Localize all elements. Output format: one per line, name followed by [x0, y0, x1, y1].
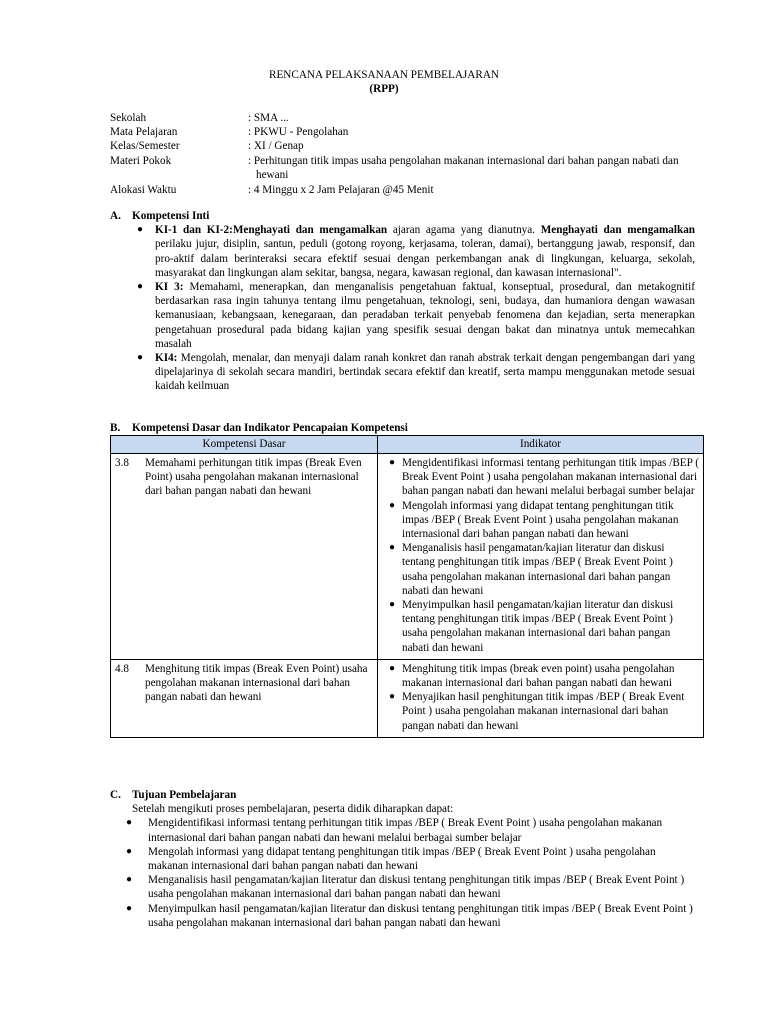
kd-indicator-table: [110, 435, 704, 738]
ki-bold: Menghayati dan mengamalkan: [540, 224, 696, 237]
section-title: Tujuan Pembelajaran: [132, 789, 237, 801]
indicator-cell: [378, 454, 704, 660]
bullet-icon: ●: [125, 845, 133, 857]
section-letter: B.: [110, 422, 121, 434]
identity-label: Alokasi Waktu: [110, 184, 177, 197]
ki-list: [125, 223, 695, 393]
list-item: ● Mengolah informasi yang didapat tentang penghitungan titik impas /BEP ( Break Event Point ) usaha pengolahan makanan internasional dari bahan pangan nabati dan hewani: [110, 845, 695, 873]
list-item: [125, 280, 695, 351]
column-header-kd: Kompetensi Dasar: [111, 436, 378, 454]
table-header-row: [111, 436, 704, 454]
identity-row-school: [110, 111, 710, 125]
bullet-icon: ●: [125, 902, 133, 914]
indicator-item: ● Mengolah informasi yang didapat tentang penghitungan titik impas /BEP ( Break Event Point ) usaha pengolahan makanan internasional dari bahan pangan nabati dan hewani: [382, 499, 699, 542]
identity-value: : SMA ...: [248, 112, 289, 124]
identity-row-time: [110, 183, 710, 197]
table-row: [111, 454, 704, 660]
identity-row-subject: [110, 125, 710, 139]
section-title: Kompetensi Inti: [132, 210, 210, 222]
bullet-icon: ●: [136, 352, 144, 364]
section-heading: [110, 788, 695, 802]
section-title: Kompetensi Dasar dan Indikator Pencapaian Kompetensi: [132, 422, 408, 434]
indicator-item: ● Menganalisis hasil pengamatan/kajian literatur dan diskusi tentang penghitungan titik impas /BEP ( Break Event Point ) usaha pengolahan makanan internasional dari bahan pangan nabati dan hewani: [382, 541, 699, 598]
indicator-item: ● Menyajikan hasil penghitungan titik impas /BEP ( Break Event Point ) usaha pengolahan makanan internasional dari bahan pangan nabati dan hewani: [382, 690, 699, 733]
document-title: RENCANA PELAKSANAAN PEMBELAJARAN: [269, 69, 499, 81]
kd-number: 3.8: [115, 457, 129, 469]
section-letter: A.: [110, 210, 121, 222]
identity-value: : Perhitungan titik impas usaha pengolahan makanan internasional dari bahan pangan nabati dan hewani: [248, 154, 679, 181]
kd-text: Menghitung titik impas (Break Even Point) usaha pengolahan makanan internasional dari bahan pangan nabati dan hewani: [145, 662, 368, 704]
column-header-indikator: Indikator: [378, 436, 704, 454]
list-item: ● Menganalisis hasil pengamatan/kajian literatur dan diskusi tentang penghitungan titik impas /BEP ( Break Event Point ) usaha pengolahan makanan internasional dari bahan pangan nabati dan hewani: [110, 873, 695, 901]
bullet-icon: ●: [388, 691, 396, 703]
section-tujuan-pembelajaran: [110, 788, 695, 930]
tujuan-intro: Setelah mengikuti proses pembelajaran, peserta didik diharapkan dapat:: [132, 803, 454, 816]
bullet-icon: ●: [388, 662, 396, 674]
identity-row-class: [110, 139, 710, 153]
section-heading: [110, 209, 695, 223]
identity-value: : XI / Genap: [248, 140, 304, 153]
list-item: [125, 351, 695, 394]
identity-value: : PKWU - Pengolahan: [248, 126, 349, 139]
ki-lead: KI4:: [155, 352, 178, 365]
ki-text: perilaku jujur, disiplin, santun, peduli (gotong royong, kerjasama, toleran, damai), bertanggung jawab, responsif, dan pro-aktif dalam berinteraksi secara efektif sesuai dengan perkembangan anak di lingkungan, keluarga, sekolah, masyarakat dan lingkungan alam sekitar, bangsa, negara, kawasan regional, dan kawasan internasional".: [155, 238, 695, 279]
bullet-icon: ●: [136, 224, 144, 236]
indicator-item: ● Menghitung titik impas (break even point) usaha pengolahan makanan internasional dari bahan pangan nabati dan hewani: [382, 662, 699, 690]
bullet-icon: ●: [136, 281, 144, 293]
bullet-icon: ●: [388, 499, 396, 511]
list-item: ● Menyimpulkan hasil pengamatan/kajian literatur dan diskusi tentang penghitungan titik impas /BEP ( Break Event Point ) usaha pengolahan makanan internasional dari bahan pangan nabati dan hewani: [110, 902, 695, 930]
bullet-icon: ●: [125, 817, 133, 829]
indicator-item: ● Menyimpulkan hasil pengamatan/kajian literatur dan diskusi tentang penghitungan titik impas /BEP ( Break Event Point ) usaha pengolahan makanan internasional dari bahan pangan nabati dan hewani: [382, 598, 699, 655]
kd-number: 4.8: [115, 662, 129, 675]
identity-value: : 4 Minggu x 2 Jam Pelajaran @45 Menit: [248, 184, 434, 197]
identity-label: Materi Pokok: [110, 154, 172, 167]
bullet-icon: ●: [388, 542, 396, 554]
kd-cell: [111, 454, 378, 660]
indicator-item: ● Mengidentifikasi informasi tentang perhitungan titik impas /BEP ( Break Event Point ) usaha pengolahan makanan internasional dari bahan pangan nabati dan hewani melalui berbagai sumber belajar: [382, 456, 699, 499]
identity-label: Kelas/Semester: [110, 140, 180, 153]
identity-label: Mata Pelajaran: [110, 126, 178, 139]
section-heading: [110, 421, 695, 435]
list-item: [125, 223, 695, 280]
section-kompetensi-dasar: [110, 421, 695, 435]
kd-text: Memahami perhitungan titik impas (Break Even Point) usaha pengolahan makanan internasional dari bahan pangan nabati dan hewani: [145, 457, 362, 498]
kd-cell: [111, 659, 378, 737]
section-kompetensi-inti: [110, 209, 695, 394]
list-item: ● Mengidentifikasi informasi tentang perhitungan titik impas /BEP ( Break Event Point ) usaha pengolahan makanan internasional dari bahan pangan nabati dan hewani melalui berbagai sumber belajar: [110, 816, 695, 844]
table-row: [111, 659, 704, 737]
ki-lead: KI-1 dan KI-2:Menghayati dan mengamalkan: [155, 224, 388, 237]
identity-block: [110, 111, 710, 197]
bullet-icon: ●: [125, 874, 133, 886]
section-letter: C.: [110, 789, 121, 801]
tujuan-list: [110, 816, 695, 930]
ki-lead: KI 3:: [155, 281, 184, 294]
bullet-icon: ●: [388, 599, 396, 611]
ki-text: ajaran agama yang dianutnya.: [387, 224, 541, 237]
identity-row-topic: [110, 154, 710, 182]
ki-text: Memahami, menerapkan, dan menganalisis pengetahuan faktual, konseptual, prosedural, dan metakognitif berdasarkan rasa ingin tahunya tentang ilmu pengetahuan, teknologi, seni, budaya, dan humaniora dengan wawasan kemanusiaan, kebangsaan, kenegaraan, dan peradaban terkait penyebab fenomena dan kejadian, serta menerapkan pengetahuan prosedural pada bidang kajian yang spesifik sesuai dengan bakat dan minatnya untuk memecahkan masalah: [155, 281, 695, 350]
bullet-icon: ●: [388, 457, 396, 468]
ki-text: Mengolah, menalar, dan menyaji dalam ranah konkret dan ranah abstrak terkait dengan pengembangan dari yang dipelajarinya di sekolah secara mandiri, bertindak secara efektif dan kreatif, serta mampu menggunakan metode sesuai kaidah keilmuan: [155, 352, 695, 393]
identity-label: Sekolah: [110, 112, 147, 124]
document-subtitle: (RPP): [369, 83, 399, 95]
indicator-cell: [378, 659, 704, 737]
